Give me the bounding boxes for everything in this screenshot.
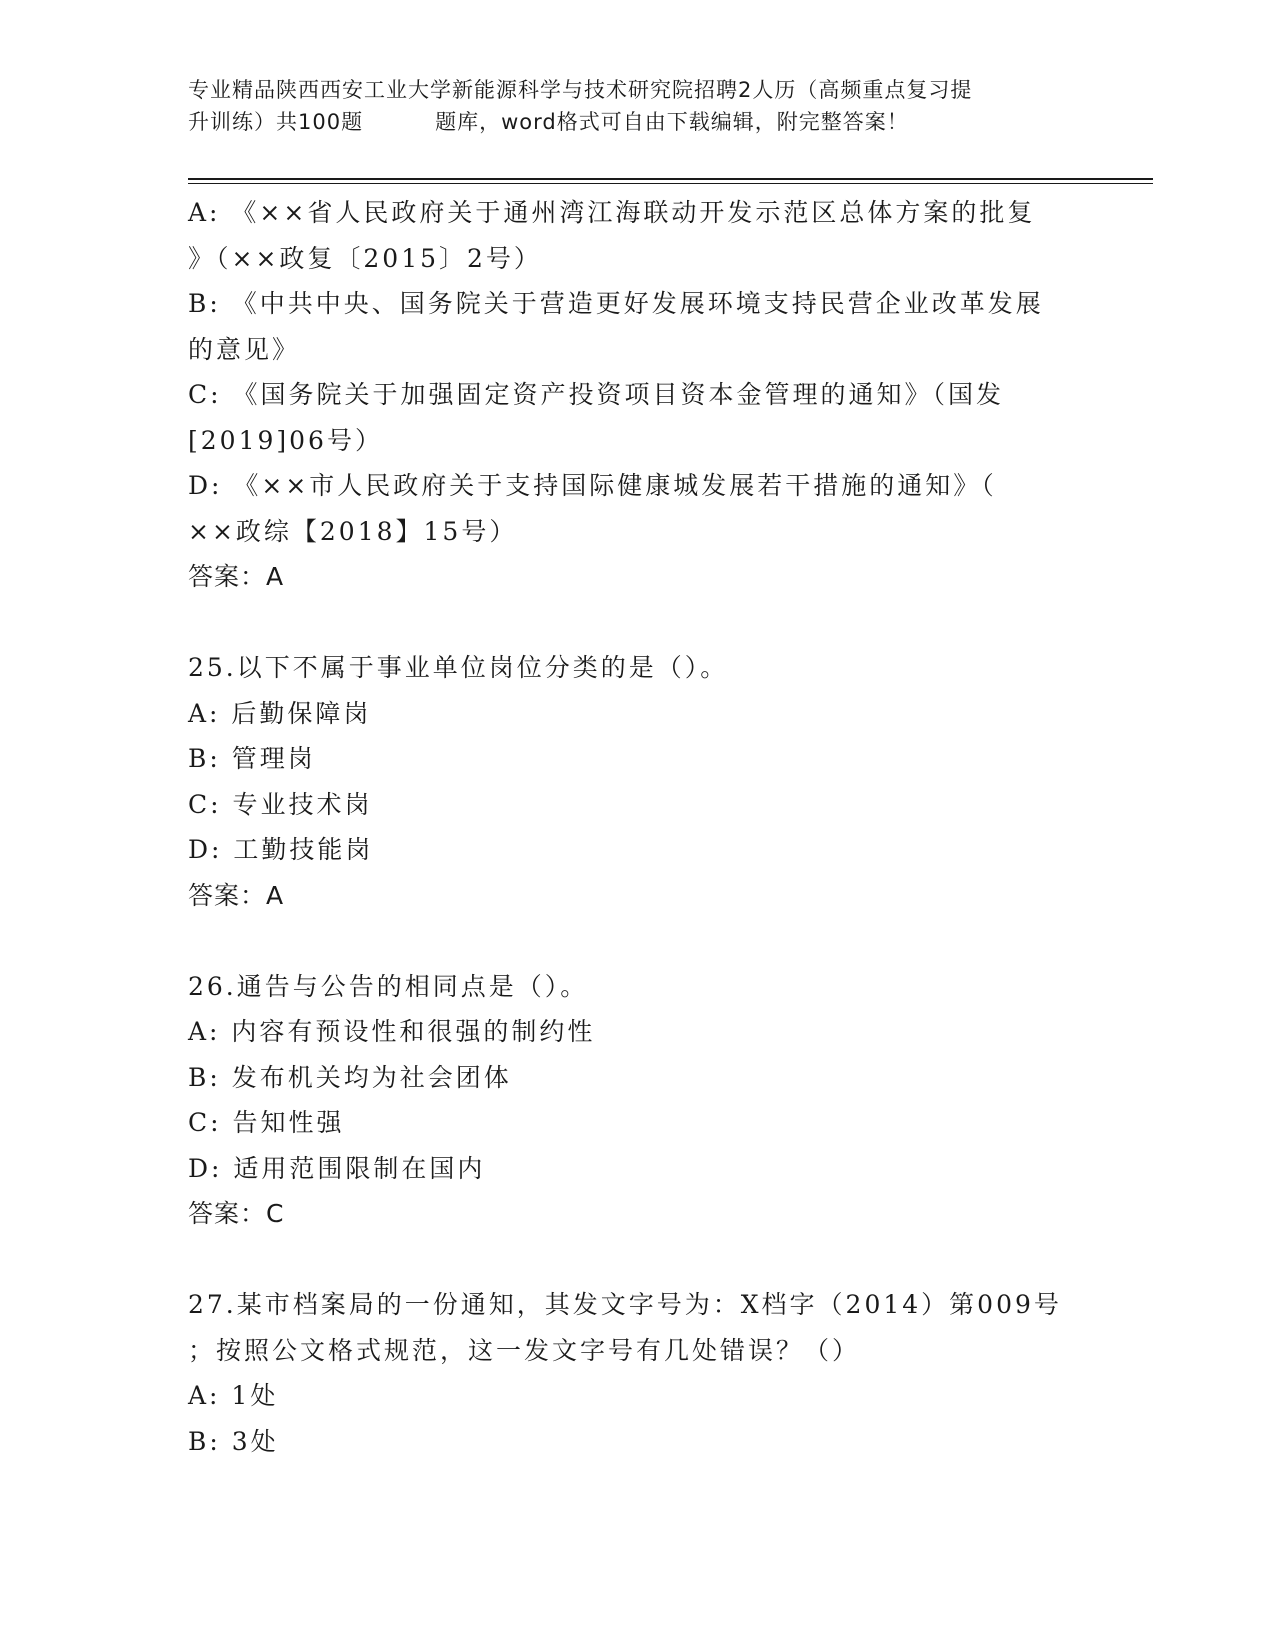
q27-option-b: B: 3处 [188,1426,279,1456]
question-26-block [188,964,1088,1237]
header-line-2 [188,106,1098,138]
question-24-block [188,190,1088,600]
q25-option-a: A: 后勤保障岗 [188,698,372,728]
question-25-block [188,645,1088,918]
q26-option-a: A: 内容有预设性和很强的制约性 [188,1017,596,1046]
header-line-2-right: 题库，word格式可自由下载编辑，附完整答案！ [435,110,909,134]
q24-option-c-line-1: C: 《国务院关于加强固定资产投资项目资本金管理的通知》（国发 [188,380,1005,409]
q26-answer: 答案：C [188,1199,285,1228]
q24-answer: 答案：A [188,562,285,591]
q25-option-d: D: 工勤技能岗 [188,835,374,864]
q26-option-d: D: 适用范围限制在国内 [188,1153,486,1183]
header-line-2-left: 升训练）共100题 [188,110,364,134]
q27-option-a: A: 1处 [188,1381,279,1410]
q24-option-d-line-1: D: 《××市人民政府关于支持国际健康城发展若干措施的通知》（ [188,471,997,500]
question-27-block [188,1282,1088,1464]
question-content [188,190,1088,1464]
q26-question: 26.通告与公告的相同点是（）。 [188,971,589,1001]
q24-option-a-line-2: 》（××政复〔2015〕2号） [188,243,542,273]
q25-answer: 答案：A [188,880,285,910]
q25-option-c: C: 专业技术岗 [188,789,373,819]
q27-question-line-1: 27.某市档案局的一份通知，其发文字号为：X档字（2014）第009号 [188,1290,1062,1319]
q25-question: 25.以下不属于事业单位岗位分类的是（）。 [188,653,729,682]
q25-option-b: B: 管理岗 [188,744,316,773]
spacer [188,600,1088,646]
header-line-1: 专业精品陕西西安工业大学新能源科学与技术研究院招聘2人历（高频重点复习提 [188,78,973,102]
q26-option-b: B: 发布机关均为社会团体 [188,1062,512,1092]
q24-option-d-line-2: ××政综【2018】15号） [188,516,518,546]
q24-option-b-line-2: 的意见》 [188,334,301,364]
header-divider-thick [188,178,1153,180]
document-header [188,74,1098,138]
q24-option-b-line-1: B: 《中共中央、国务院关于营造更好发展环境支持民营企业改革发展 [188,289,1044,318]
q24-option-c-line-2: [2019]06号） [188,425,383,455]
q27-question-line-2: ；按照公文格式规范，这一发文字号有几处错误？（） [188,1335,861,1365]
spacer [188,1237,1088,1283]
q24-option-a-line-1: A: 《××省人民政府关于通州湾江海联动开发示范区总体方案的批复 [188,198,1036,227]
header-divider-thin [188,183,1153,184]
spacer [188,918,1088,964]
q26-option-c: C: 告知性强 [188,1108,345,1137]
